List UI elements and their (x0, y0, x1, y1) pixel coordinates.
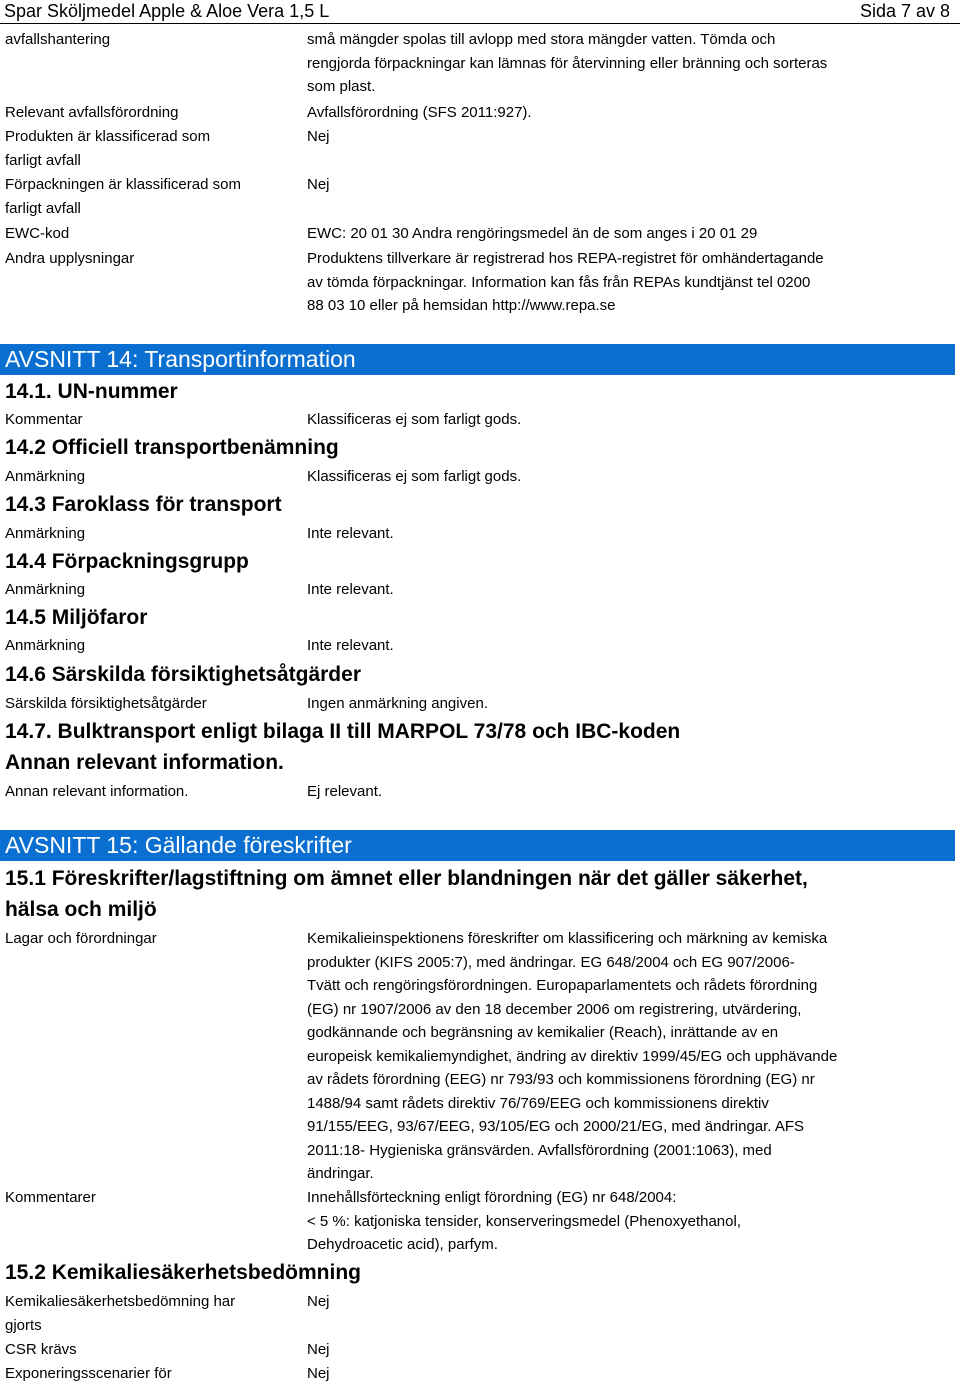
text-line: produkter (KIFS 2005:7), med ändringar. EG 648/2004 och EG 907/2006- (307, 953, 795, 971)
andra-upplysningar-label: Andra upplysningar (5, 250, 135, 267)
subsection-15-1-title (5, 863, 808, 925)
section-14-banner: AVSNITT 14: Transportinformation (0, 344, 955, 375)
title-line: hälsa och miljö (5, 898, 157, 921)
text-line: som plast. (307, 78, 376, 95)
subsection-14-1-title: 14.1. UN-nummer (5, 380, 178, 403)
page-number: Sida 7 av 8 (859, 1, 950, 21)
text-line: (EG) nr 1907/2006 av den 18 december 2006 om registrering, utvärdering, (307, 1000, 802, 1018)
subsection-14-4-title: 14.4 Förpackningsgrupp (5, 550, 249, 573)
relevant-avfallsforordning-value: Avfallsförordning (SFS 2011:927). (307, 104, 532, 121)
text-line: Kemikaliesäkerhetsbedömning har (5, 1293, 236, 1310)
text-line: europeisk kemikaliemyndighet, ändring av direktiv 1999/45/EG och upphävande (307, 1047, 838, 1065)
text-line: ändringar. (307, 1165, 374, 1182)
relevant-avfallsforordning-label: Relevant avfallsförordning (5, 104, 179, 121)
text-line: små mängder spolas till avlopp med stora mängder vatten. Tömda och (307, 31, 776, 48)
text-line: 2011:18- Hygieniska gränsvärden. Avfallsförordning (2001:1063), med (307, 1141, 772, 1159)
kommentarer-value (307, 1186, 741, 1257)
anmarkning-value: Inte relevant. (307, 637, 394, 654)
csr-kravs-label: CSR krävs (5, 1341, 77, 1358)
text-line: 1488/94 samt rådets direktiv 76/769/EEG och kommissionens direktiv (307, 1094, 769, 1112)
text-line: Förpackningen är klassificerad som (5, 176, 241, 193)
anmarkning-value: Klassificeras ej som farligt gods. (307, 468, 522, 485)
text-line: Innehållsförteckning enligt förordning (EG) nr 648/2004: (307, 1189, 677, 1206)
anmarkning-value: Inte relevant. (307, 581, 394, 598)
exponeringsscenarier-label: Exponeringsscenarier för (5, 1365, 172, 1382)
annan-relevant-information-label: Annan relevant information. (5, 783, 189, 800)
ewc-kod-label: EWC-kod (5, 225, 70, 242)
anmarkning-value: Inte relevant. (307, 525, 394, 542)
sarskilda-forsiktighetsatgarder-value: Ingen anmärkning angiven. (307, 695, 488, 712)
text-line: rengjorda förpackningar kan lämnas för återvinning eller bränning och sorteras (307, 54, 828, 72)
kommentarer-label: Kommentarer (5, 1189, 96, 1206)
avfallshantering-value (307, 28, 827, 99)
anmarkning-label: Anmärkning (5, 637, 86, 654)
kommentar-value: Klassificeras ej som farligt gods. (307, 411, 522, 428)
annan-relevant-information-value: Ej relevant. (307, 783, 383, 800)
subsection-14-2-title: 14.2 Officiell transportbenämning (5, 436, 339, 459)
andra-upplysningar-value (307, 247, 824, 318)
text-line: Kemikalieinspektionens föreskrifter om klassificering och märkning av kemiska (307, 930, 828, 947)
text-line: Dehydroacetic acid), parfym. (307, 1236, 498, 1253)
kemikaliesakerhetsbedomning-value: Nej (307, 1293, 330, 1310)
subsection-14-3-title: 14.3 Faroklass för transport (5, 493, 282, 516)
section-15-banner: AVSNITT 15: Gällande föreskrifter (0, 830, 955, 861)
text-line: av tömda förpackningar. Information kan fås från REPAs kundtjänst tel 0200 (307, 273, 811, 291)
document-title: Spar Sköljmedel Apple & Aloe Vera 1,5 L (4, 1, 330, 21)
title-line: 15.1 Föreskrifter/lagstiftning om ämnet eller blandningen när det gäller säkerhet, (5, 867, 808, 890)
ewc-kod-value: EWC: 20 01 30 Andra rengöringsmedel än de som anges i 20 01 29 (307, 225, 758, 242)
text-line: 88 03 10 eller på hemsidan http://www.repa.se (307, 297, 616, 314)
text-line: gjorts (5, 1316, 42, 1334)
subsection-14-7-title: 14.7. Bulktransport enligt bilaga II till MARPOL 73/78 och IBC-koden (5, 720, 681, 743)
text-line: godkännande och begränsning av kemikalier (Reach), inrättande av en (307, 1024, 779, 1041)
forpackningen-farligt-avfall-value: Nej (307, 176, 330, 193)
lagar-och-forordningar-label: Lagar och förordningar (5, 930, 157, 947)
lagar-och-forordningar-value (307, 927, 837, 1186)
text-line: 91/155/EEG, 93/67/EEG, 93/105/EG och 2000/21/EG, med ändringar. AFS (307, 1118, 804, 1135)
text-line: farligt avfall (5, 199, 81, 217)
anmarkning-label: Anmärkning (5, 468, 86, 485)
subsection-15-2-title: 15.2 Kemikaliesäkerhetsbedömning (5, 1261, 361, 1284)
produkten-farligt-avfall-label (5, 125, 295, 172)
kemikaliesakerhetsbedomning-label (5, 1290, 295, 1337)
subsection-14-6-title: 14.6 Särskilda försiktighetsåtgärder (5, 663, 361, 686)
text-line: < 5 %: katjoniska tensider, konserveringsmedel (Phenoxyethanol, (307, 1212, 741, 1230)
anmarkning-label: Anmärkning (5, 581, 86, 598)
text-line: Produkten är klassificerad som (5, 128, 211, 145)
text-line: Tvätt och rengöringsförordningen. Europaparlamentets och rådets förordning (307, 977, 818, 994)
text-line: farligt avfall (5, 151, 81, 169)
header-divider (0, 23, 960, 24)
exponeringsscenarier-value: Nej (307, 1365, 330, 1382)
avfallshantering-label: avfallshantering (5, 31, 111, 48)
text-line: Produktens tillverkare är registrerad hos REPA-registret för omhändertagande (307, 250, 824, 267)
csr-kravs-value: Nej (307, 1341, 330, 1358)
text-line: av rådets förordning (EEG) nr 793/93 och kommissionens förordning (EG) nr (307, 1071, 815, 1088)
anmarkning-label: Anmärkning (5, 525, 86, 542)
sarskilda-forsiktighetsatgarder-label: Särskilda försiktighetsåtgärder (5, 695, 207, 712)
annan-relevant-information-title: Annan relevant information. (5, 751, 284, 774)
produkten-farligt-avfall-value: Nej (307, 128, 330, 145)
forpackningen-farligt-avfall-label (5, 173, 295, 220)
subsection-14-5-title: 14.5 Miljöfaror (5, 606, 148, 629)
kommentar-label: Kommentar (5, 411, 83, 428)
